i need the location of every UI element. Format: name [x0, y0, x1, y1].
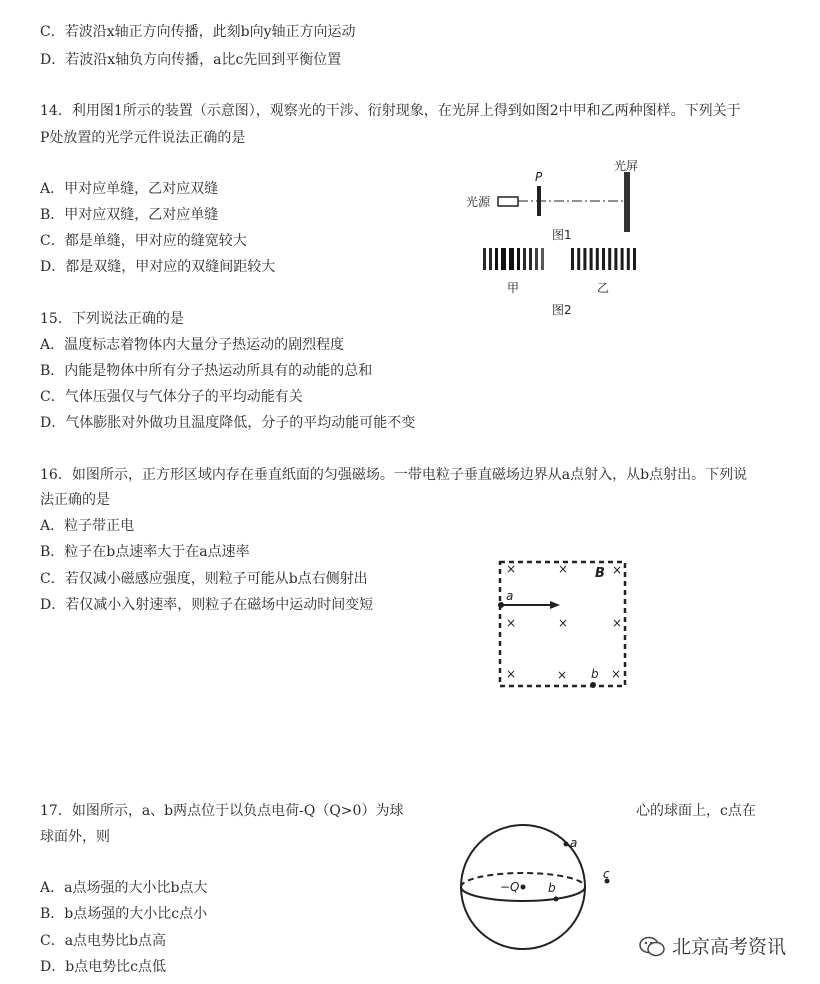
q15-option-b: B．内能是物体中所有分子热运动所具有的动能的总和: [40, 363, 373, 379]
screen-bar: [624, 172, 630, 232]
screen-label: 光屏: [614, 159, 639, 173]
point-a-dot: [498, 602, 504, 608]
q17-stem-line1-right: 心的球面上，c点在: [636, 803, 756, 819]
fringe-bar: [535, 248, 538, 270]
q16-stem-line2: 法正确的是: [40, 492, 110, 508]
cross-mark: ×: [558, 562, 569, 576]
fringe-bar: [501, 248, 506, 270]
fringe-bar: [529, 248, 532, 270]
q15-option-a: A．温度标志着物体内大量分子热运动的剧烈程度: [40, 337, 345, 353]
q17-option-d: D．b点电势比c点低: [40, 959, 167, 975]
watermark: [638, 932, 786, 959]
q14-stem-line1: 14．利用图1所示的装置（示意图），观察光的干涉、衍射现象，在光屏上得到如图2中甲和乙两种图样。下列关于: [40, 103, 741, 119]
fig2-caption: 图2: [552, 303, 572, 317]
light-source-label: 光源: [466, 195, 491, 209]
cross-mark: ×: [506, 616, 517, 630]
q16-option-a: A．粒子带正电: [40, 518, 135, 534]
fringe-bar: [608, 248, 611, 270]
fringe-bar: [583, 248, 586, 270]
cross-mark: ×: [612, 563, 623, 577]
q14-option-b: B．甲对应双缝，乙对应单缝: [40, 207, 219, 223]
cross-mark: ×: [612, 616, 623, 630]
fringe-bar: [602, 248, 605, 270]
light-source-box: [498, 197, 518, 206]
q16-stem-line1: 16．如图所示，正方形区域内存在垂直纸面的匀强磁场。一带电粒子垂直磁场边界从a点射入，从b点射出。下列说: [40, 467, 748, 483]
cross-mark: ×: [611, 667, 622, 681]
q17-option-a: A．a点场强的大小比b点大: [40, 880, 208, 896]
charge-dot: [521, 885, 526, 890]
q16-option-c: C．若仅减小磁感应强度，则粒子可能从b点右侧射出: [40, 571, 368, 587]
fringe-bar: [633, 248, 636, 270]
point-b-dot: [554, 897, 559, 902]
q17-sphere-figure: [452, 820, 632, 970]
q17-stem-line1-left: 17．如图所示，a、b两点位于以负点电荷-Q（Q>0）为球: [40, 803, 404, 819]
p-element: [537, 186, 541, 216]
charge-label: −Q: [500, 880, 520, 894]
point-a-label: a: [506, 589, 514, 603]
watermark-text: 北京高考资讯: [672, 936, 787, 958]
cross-mark: ×: [506, 667, 517, 681]
point-a-dot: [564, 842, 569, 847]
fringe-bar: [627, 248, 630, 270]
point-b-dot: [590, 682, 596, 688]
q13-option-c: C．若波沿x轴正方向传播，此刻b向y轴正方向运动: [40, 24, 356, 40]
jia-label: 甲: [507, 281, 520, 295]
q16-option-d: D．若仅减小入射速率，则粒子在磁场中运动时间变短: [40, 597, 374, 613]
point-c-label: c: [603, 867, 610, 881]
wechat-icon: [638, 935, 666, 957]
fringe-bar: [517, 248, 520, 270]
q17-option-b: B．b点场强的大小比c点小: [40, 906, 208, 922]
fringe-bar: [509, 248, 514, 270]
q13-option-d: D．若波沿x轴负方向传播，a比c先回到平衡位置: [40, 52, 342, 68]
fringe-bar: [571, 248, 574, 270]
fringe-bar: [495, 248, 498, 270]
p-label: P: [535, 170, 543, 184]
fringe-bar: [614, 248, 617, 270]
fringe-bar: [590, 248, 593, 270]
fringe-bar: [596, 248, 599, 270]
q17-stem-line2: 球面外，则: [40, 829, 110, 845]
b-field-label: B: [595, 566, 605, 581]
q14-option-d: D．都是双缝，甲对应的双缝间距较大: [40, 259, 276, 275]
yi-label: 乙: [597, 281, 610, 295]
fringe-bar: [523, 248, 526, 270]
fringe-bar: [541, 248, 544, 270]
fringe-bar: [621, 248, 624, 270]
q16-option-b: B．粒子在b点速率大于在a点速率: [40, 544, 250, 560]
q15-stem: 15．下列说法正确的是: [40, 311, 184, 327]
q15-option-c: C．气体压强仅与气体分子的平均动能有关: [40, 389, 303, 405]
q14-figure2-fringes: [475, 246, 675, 278]
fig1-caption: 图1: [552, 228, 572, 242]
q17-option-c: C．a点电势比b点高: [40, 933, 167, 949]
point-a-label: a: [570, 836, 578, 850]
cross-mark: ×: [557, 668, 568, 682]
point-b-label: b: [591, 667, 599, 681]
fringe-bar: [489, 248, 492, 270]
arrow-head: [550, 601, 560, 609]
cross-mark: ×: [506, 562, 517, 576]
cross-mark: ×: [558, 616, 569, 630]
q14-option-a: A．甲对应单缝，乙对应双缝: [40, 181, 219, 197]
q14-stem-line2: P处放置的光学元件说法正确的是: [40, 130, 246, 146]
q15-option-d: D．气体膨胀对外做功且温度降低，分子的平均动能可能不变: [40, 415, 416, 431]
point-b-label: b: [548, 881, 556, 895]
fringe-bar: [577, 248, 580, 270]
q14-option-c: C．都是单缝，甲对应的缝宽较大: [40, 233, 247, 249]
fringe-bar: [483, 248, 486, 270]
